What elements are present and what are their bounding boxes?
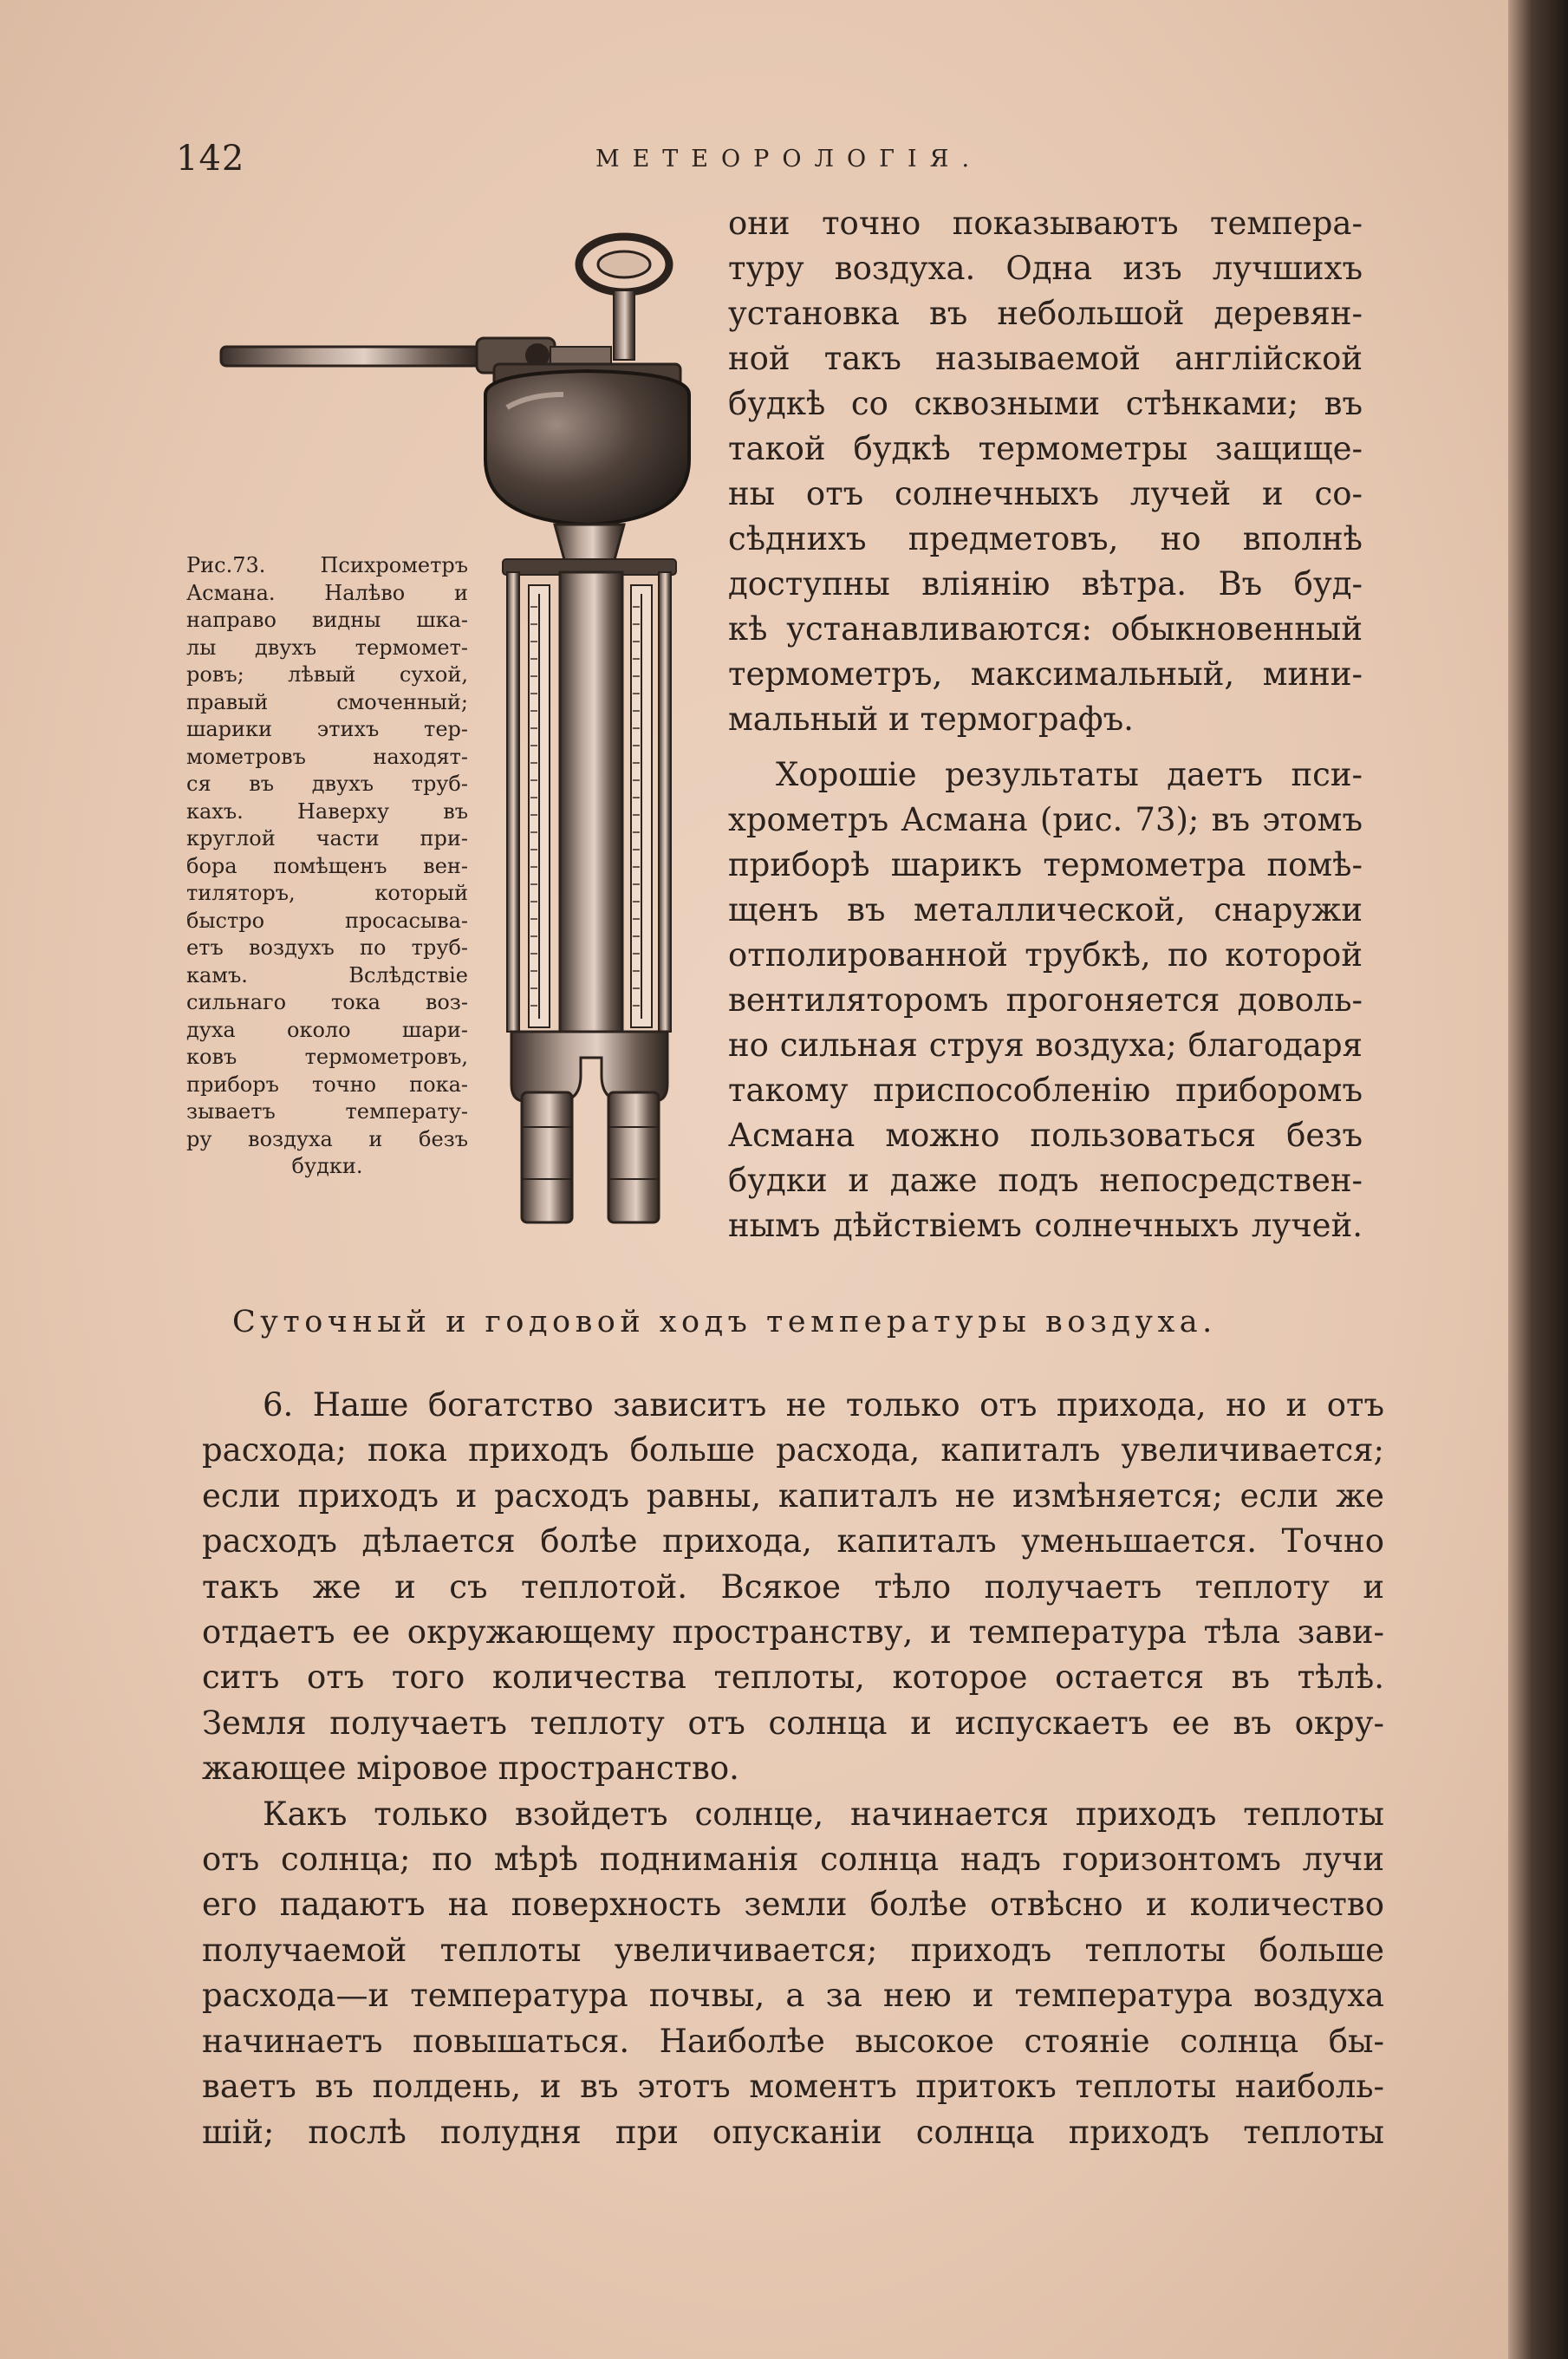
- caption-line: лы двухъ термомет-: [186, 635, 468, 660]
- text-line: кѣ устанавливаются: обыкновенный: [728, 610, 1363, 648]
- caption-line: шарики этихъ тер-: [186, 717, 468, 741]
- caption-line: сильнаго тока воз-: [186, 990, 468, 1014]
- caption-line: Рис.73. Психрометръ: [186, 553, 468, 577]
- text-line: будки и даже подъ непосредствен-: [728, 1162, 1363, 1199]
- text-line: отдаетъ ее окружающему пространству, и температура тѣла зави-: [202, 1613, 1384, 1652]
- caption-line: направо видны шка-: [186, 608, 468, 632]
- caption-line: круглой части при-: [186, 826, 468, 850]
- text-line: если приходъ и расходъ равны, капиталъ не измѣняется; если же: [202, 1476, 1384, 1515]
- text-line: они точно показываютъ темпера-: [728, 205, 1363, 242]
- text-line: отполированной трубкѣ, по которой: [728, 936, 1363, 974]
- text-line: такому приспособленію приборомъ: [728, 1072, 1363, 1109]
- text-line: его падаютъ на поверхность земли болѣе отвѣсно и количество: [202, 1886, 1384, 1924]
- section-heading: Суточный и годовой ходъ температуры воздуха.: [232, 1305, 1217, 1339]
- caption-line: ся въ двухъ труб-: [186, 772, 468, 796]
- text-line: ной такъ называемой англійской: [728, 340, 1363, 377]
- text-line: 6. Наше богатство зависитъ не только отъ прихода, но и отъ: [263, 1386, 1384, 1424]
- caption-line: правый смоченный;: [186, 689, 468, 714]
- text-line: доступны вліянію вѣтра. Въ буд-: [728, 565, 1363, 603]
- fan-housing-icon: [485, 364, 689, 572]
- text-line: ваетъ въ полдень, и въ этотъ моментъ притокъ теплоты наиболь-: [202, 2068, 1384, 2106]
- page-edge-shadow: [1508, 0, 1568, 2359]
- text-line: туру воздуха. Одна изъ лучшихъ: [728, 250, 1363, 287]
- caption-line: ковъ термометровъ,: [186, 1045, 468, 1069]
- caption-line: ру воздуха и безъ: [186, 1126, 468, 1151]
- text-line: нымъ дѣйствіемъ солнечныхъ лучей.: [728, 1207, 1363, 1244]
- figure-caption: [186, 552, 468, 1181]
- thermometer-frame-icon: [503, 559, 676, 1058]
- text-line: расходъ дѣлается болѣе прихода, капиталъ уменьшается. Точно: [202, 1522, 1384, 1561]
- caption-line: духа около шари-: [186, 1017, 468, 1042]
- text-line: отъ солнца; по мѣрѣ подниманія солнца надъ горизонтомъ лучи: [202, 1841, 1384, 1879]
- text-line: мальный и термографъ.: [728, 701, 1134, 738]
- running-title: МЕТЕОРОЛОГІЯ.: [595, 146, 983, 173]
- caption-line: етъ воздухъ по труб-: [186, 935, 468, 960]
- caption-line: тиляторъ, который: [186, 881, 468, 905]
- text-line: но сильная струя воздуха; благодаря: [728, 1026, 1363, 1064]
- text-line: Хорошіе результаты даетъ пси-: [776, 756, 1363, 793]
- text-line: щенъ въ металлической, снаружи: [728, 891, 1363, 929]
- caption-line: бора помѣщенъ вен-: [186, 853, 468, 878]
- text-line: расхода—и температура почвы, а за нею и температура воздуха: [202, 1977, 1384, 2015]
- page-number: 142: [176, 139, 245, 179]
- caption-line: ровъ; лѣвый сухой,: [186, 662, 468, 687]
- text-line: жающее міровое пространство.: [202, 1750, 739, 1788]
- text-line: вентиляторомъ прогоняется доволь-: [728, 981, 1363, 1019]
- text-line: шій; послѣ полудня при опусканіи солнца приходъ теплоты: [202, 2113, 1384, 2151]
- text-line: приборѣ шарикъ термометра помѣ-: [728, 846, 1363, 883]
- text-line: термометръ, максимальный, мини-: [728, 655, 1363, 693]
- text-line: получаемой теплоты увеличивается; приходъ теплоты больше: [202, 1931, 1384, 1969]
- text-line: будкѣ со сквозными стѣнками; въ: [728, 385, 1363, 422]
- text-line: ситъ отъ того количества теплоты, которое остается въ тѣлѣ.: [202, 1658, 1384, 1697]
- caption-line: кахъ. Наверху въ: [186, 798, 468, 824]
- aspiration-tubes-icon: [511, 1032, 667, 1222]
- caption-line: Асмана. Налѣво и: [186, 580, 468, 605]
- text-line: хрометръ Асмана (рис. 73); въ этомъ: [728, 801, 1363, 838]
- caption-line: мометровъ находят-: [186, 744, 468, 769]
- text-line: сѣднихъ предметовъ, но вполнѣ: [728, 520, 1363, 557]
- body-text: [202, 1383, 1384, 2155]
- key-handle-icon: [579, 237, 669, 360]
- text-line: ны отъ солнечныхъ лучей и со-: [728, 475, 1363, 512]
- text-line: такой будкѣ термометры защище-: [728, 430, 1363, 467]
- text-line: Асмана можно пользоваться безъ: [728, 1117, 1363, 1154]
- text-line: начинаетъ повышаться. Наиболѣе высокое стояніе солнца бы-: [202, 2022, 1384, 2060]
- text-line: установка въ небольшой деревян-: [728, 295, 1363, 332]
- right-column-text: [728, 201, 1363, 1248]
- text-line: такъ же и съ теплотой. Всякое тѣло получаетъ теплоту и: [202, 1567, 1384, 1606]
- caption-line: камъ. Вслѣдствіе: [186, 962, 468, 987]
- caption-line: приборъ точно пока-: [186, 1072, 468, 1097]
- caption-line: быстро просасыва-: [186, 908, 468, 933]
- text-line: Земля получаетъ теплоту отъ солнца и испускаетъ ее въ окру-: [202, 1704, 1384, 1742]
- text-line: расхода; пока приходъ больше расхода, капиталъ увеличивается;: [202, 1431, 1384, 1469]
- text-line: Какъ только взойдетъ солнце, начинается приходъ теплоты: [263, 1795, 1384, 1833]
- caption-line: зываетъ температу-: [186, 1099, 468, 1124]
- caption-line: будки.: [291, 1154, 363, 1178]
